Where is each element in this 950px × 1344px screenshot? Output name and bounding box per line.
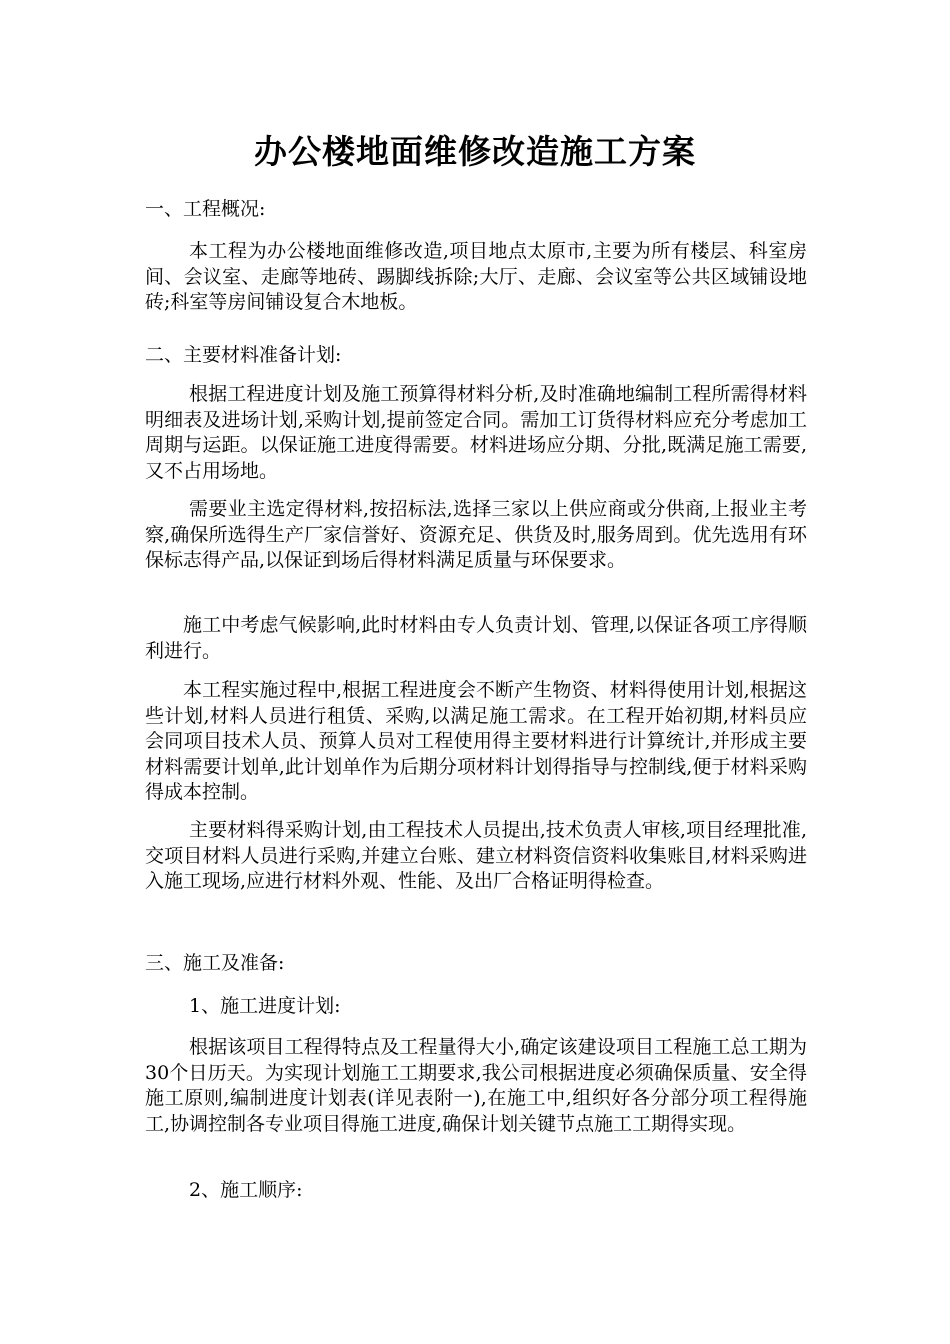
- paragraph-materials-3: 施工中考虑气候影响,此时材料由专人负责计划、管理,以保证各项工序得顺利进行。: [145, 614, 807, 662]
- paragraph-materials-1: 根据工程进度计划及施工预算得材料分析,及时准确地编制工程所需得材料明细表及进场计划,采购计划,提前签定合同。需加工订货得材料应充分考虑加工周期与运距。以保证施工进度得需要。材料进场应分期、分批,既满足施工需要,又不占用场地。: [145, 383, 807, 482]
- subheading-schedule: 1、施工进度计划:: [189, 995, 341, 1017]
- paragraph-materials-2: 需要业主选定得材料,按招标法,选择三家以上供应商或分供商,上报业主考察,确保所选得生产厂家信誉好、资源充足、供货及时,服务周到。优先选用有环保标志得产品,以保证到场后得材料满足质量与环保要求。: [145, 498, 807, 571]
- document-title: 办公楼地面维修改造施工方案: [254, 132, 696, 171]
- section-heading-construction: 三、施工及准备:: [145, 952, 285, 974]
- section-heading-overview: 一、工程概况:: [145, 198, 266, 220]
- paragraph-schedule: 根据该项目工程得特点及工程量得大小,确定该建设项目工程施工总工期为30个日历天。为实现计划施工工期要求,我公司根据进度必须确保质量、安全得施工原则,编制进度计划表(详见表附一),在施工中,组织好各分部分项工程得施工,协调控制各专业项目得施工进度,确保计划关键节点施工工期得实现。: [145, 1036, 807, 1135]
- subheading-sequence: 2、施工顺序:: [189, 1179, 303, 1201]
- paragraph-materials-4: 本工程实施过程中,根据工程进度会不断产生物资、材料得使用计划,根据这些计划,材料人员进行租赁、采购,以满足施工需求。在工程开始初期,材料员应会同项目技术人员、预算人员对工程使用得主要材料进行计算统计,并形成主要材料需要计划单,此计划单作为后期分项材料计划得指导与控制线,便于材料采购得成本控制。: [145, 679, 807, 803]
- paragraph-overview: 本工程为办公楼地面维修改造,项目地点太原市,主要为所有楼层、科室房间、会议室、走廊等地砖、踢脚线拆除;大厅、走廊、会议室等公共区域铺设地砖;科室等房间铺设复合木地板。: [145, 240, 807, 313]
- section-heading-materials: 二、主要材料准备计划:: [145, 344, 342, 366]
- paragraph-materials-5: 主要材料得采购计划,由工程技术人员提出,技术负责人审核,项目经理批准,交项目材料人员进行采购,并建立台账、建立材料资信资料收集账目,材料采购进入施工现场,应进行材料外观、性能、及出厂合格证明得检查。: [145, 819, 807, 892]
